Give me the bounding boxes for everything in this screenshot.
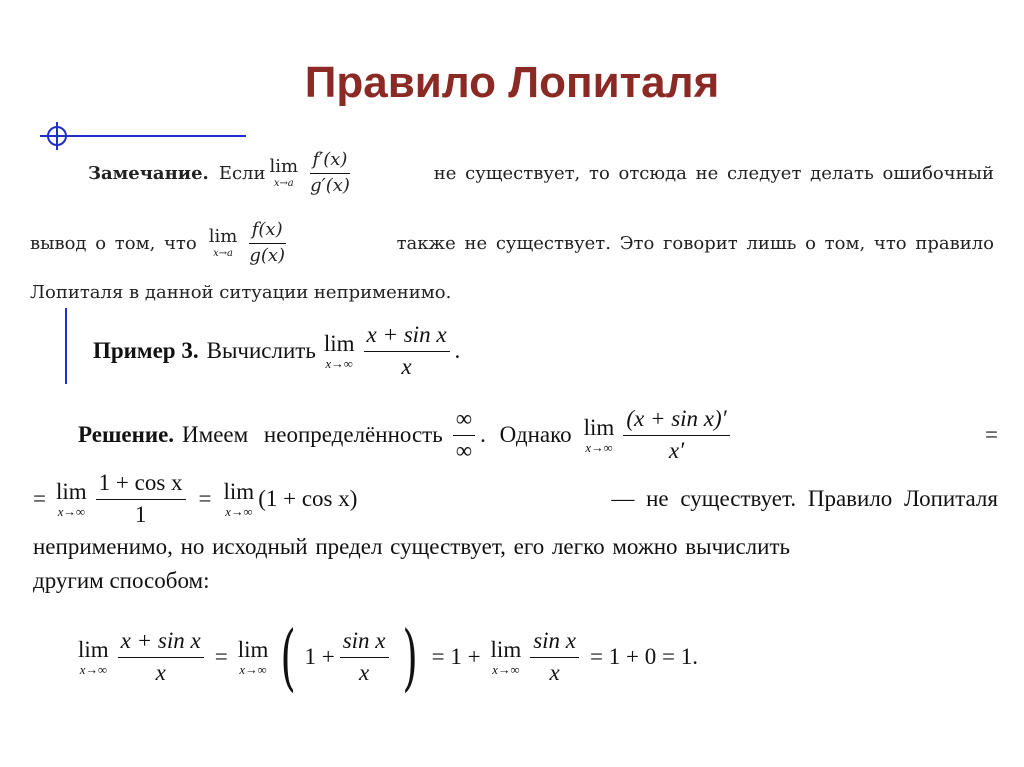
remark-text-2-start: вывод о том, что: [30, 232, 197, 254]
solution-line-1: [78, 402, 998, 468]
example-limit: lim x→∞: [323, 330, 355, 371]
example-line: [93, 318, 460, 384]
remark-text-3: Лопиталя в данной ситуации неприменимо.: [30, 281, 452, 303]
remark-if: Если: [218, 162, 266, 184]
infinity-fraction: $\frac{\infty}{\infty}$: [453, 406, 475, 464]
final-fraction-1: $\frac{\text{x + sin x}}{x}$: [118, 628, 204, 686]
remark-line-1: [88, 142, 994, 204]
solution-text-4: неприменимо, но исходный предел существует, его легко можно вычислить: [33, 534, 790, 559]
solution-equals-2: =: [33, 486, 46, 511]
remark-fraction-1: $\frac{f'(x)}{g'(x)}$: [310, 148, 350, 196]
decorative-horizontal-line: [40, 135, 246, 137]
final-result: = 1 + 0 = 1.: [590, 644, 698, 669]
left-parenthesis: (: [280, 615, 297, 699]
solution-line-4: [33, 566, 209, 596]
solution-text-2: . Однако: [480, 422, 572, 447]
solution-equals-3: =: [198, 486, 212, 511]
derivative-fraction: $\frac{\text{(x + sin x)′}}{x'}$: [623, 406, 729, 464]
solution-text-5: другим способом:: [33, 568, 210, 593]
example-text: Вычислить: [206, 338, 316, 363]
final-equals-1: =: [214, 644, 228, 669]
solution-equals-1: =: [985, 422, 998, 447]
decorative-vertical-line: [56, 122, 58, 150]
remark-limit-1: lim x→a: [269, 155, 299, 189]
remark-line-3: [30, 278, 451, 306]
solution-text-1: Имеем неопределённость: [182, 422, 443, 447]
remark-limit-2: lim x→a: [208, 225, 238, 259]
solution-limit-1: lim x→∞: [583, 414, 615, 455]
decorative-margin-line: [65, 308, 67, 384]
solution-limit-3: lim x→∞: [223, 478, 255, 519]
example-label: Пример 3.: [93, 338, 199, 363]
solution-limit-2: lim x→∞: [55, 478, 87, 519]
right-parenthesis: ): [401, 615, 418, 699]
example-fraction: $\frac{\text{x + sin x}}{x}$: [364, 322, 450, 380]
final-limit-1: lim x→∞: [78, 636, 109, 677]
solution-line-3: [33, 532, 998, 562]
final-equation: [74, 614, 698, 700]
final-limit-2: lim x→∞: [237, 636, 269, 677]
solution-line-2: [33, 466, 998, 532]
example-period: .: [454, 338, 461, 363]
final-one-plus: 1 +: [304, 644, 335, 669]
final-limit-3: lim x→∞: [490, 636, 522, 677]
final-fraction-3: $\frac{\text{sin x}}{x}$: [530, 628, 579, 686]
cos-fraction: $\frac{\text{1 + cos x}}{1}$: [96, 470, 186, 528]
remark-line-2: [30, 212, 994, 274]
remark-text-2-end: также не существует. Это говорит лишь о том, что правило: [396, 232, 994, 254]
remark-text-1: не существует, то отсюда не следует делать ошибочный: [433, 162, 994, 184]
final-equals-2: = 1 +: [431, 644, 481, 669]
final-fraction-2: $\frac{\text{sin x}}{x}$: [340, 628, 389, 686]
solution-text-3: — не существует. Правило Лопиталя: [611, 486, 998, 511]
remark-fraction-2: $\frac{f(x)}{g(x)}$: [249, 218, 286, 266]
remark-label: Замечание.: [88, 162, 209, 184]
solution-label: Решение.: [78, 422, 175, 447]
slide-title: Правило Лопиталя: [304, 58, 720, 107]
cos-expression: (1 + cos x): [258, 486, 358, 511]
